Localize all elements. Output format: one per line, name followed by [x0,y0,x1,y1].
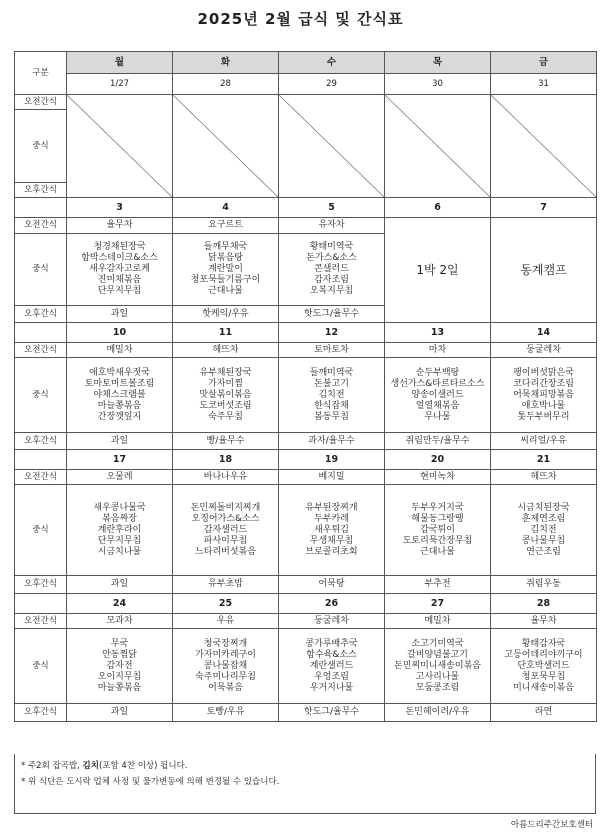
am-snack: 마차 [385,343,491,358]
pm-snack: 라면 [491,704,597,722]
menu-item: 생선가스&타르타르소스 [390,378,485,389]
empty-day [385,95,491,198]
day-number: 24 [67,594,173,614]
menu-item: 모둠콩조림 [415,682,460,693]
day-number: 4 [173,198,279,218]
blank-cell [15,450,67,470]
am-snack: 유자차 [279,218,385,234]
page-title: 2025년 2월 급식 및 간식표 [197,10,404,28]
date-header: 29 [279,74,385,95]
am-snack: 율무차 [491,614,597,629]
special-event: 1박 2일 [385,218,491,323]
menu-item: 야채스크램블 [93,389,146,400]
day-number: 10 [67,323,173,343]
menu-item: 새우감자고로케 [89,264,150,274]
menu-item: 숙주미나리무침 [195,671,256,682]
pm-snack: 쥐림우동 [491,576,597,594]
date-header: 30 [385,74,491,95]
menu-item: 우거지나물 [309,682,354,693]
lunch-menu [279,234,385,306]
center-name: 아름드리주간보호센터 [510,820,593,830]
lunch-menu [491,485,597,576]
lunch-menu [279,485,385,576]
row-label: 오후간식 [15,183,67,198]
menu-item: 어묵볶음 [208,682,243,693]
row-label: 오후간식 [15,704,67,722]
lunch-menu [67,358,173,433]
menu-item: 돈가스&소스 [306,253,357,263]
weekday-header: 월 [67,52,173,74]
special-event: 동계캠프 [491,218,597,323]
row-label: 중식 [15,485,67,576]
am-snack: 오물레 [67,470,173,485]
menu-item: 소고기미역국 [411,638,464,649]
menu-item: 가자미카레구이 [195,649,256,660]
menu-item: 돈민찌돌비지찌개 [190,502,261,513]
am-snack: 헤뜨차 [491,470,597,485]
menu-item: 오이지무침 [97,671,142,682]
row-label: 오전간식 [15,470,67,485]
menu-item: 훈제연조림 [521,513,566,524]
lunch-menu [67,485,173,576]
day-number: 17 [67,450,173,470]
pm-snack: 부추전 [385,576,491,594]
row-label: 중식 [15,358,67,433]
pm-snack: 빵/율무수 [173,433,279,450]
menu-item: 오징어가스&소스 [191,513,260,524]
pm-snack: 과일 [67,306,173,323]
pm-snack: 씨리얼/우유 [491,433,597,450]
menu-item: 들깨무채국 [203,242,248,252]
day-number: 14 [491,323,597,343]
menu-item: 숙주무침 [208,411,243,422]
menu-item: 미니새송이볶음 [513,682,574,693]
meal-table [14,51,597,722]
menu-item: 고사리나물 [415,671,460,682]
menu-item: 단무지무침 [97,286,142,296]
day-number: 3 [67,198,173,218]
pm-snack: 과일 [67,704,173,722]
am-snack: 메밀차 [67,343,173,358]
am-snack: 바나나우유 [173,470,279,485]
menu-item: 계란말이 [208,264,243,274]
menu-item: 봄동무침 [314,411,349,422]
menu-item: 팽이버섯맑은국 [513,367,574,378]
menu-item: 연근조림 [526,546,561,557]
menu-item: 무국 [110,638,129,649]
row-label: 중식 [15,629,67,704]
lunch-menu [279,358,385,433]
menu-item: 근대나물 [208,286,243,296]
row-label: 중식 [15,234,67,306]
blank-cell [15,594,67,614]
menu-item: 토마토미트볼조림 [84,378,155,389]
lunch-menu [173,234,279,306]
date-header: 28 [173,74,279,95]
lunch-menu [173,629,279,704]
row-label: 오전간식 [15,95,67,110]
menu-item: 브로콜리초회 [305,546,358,557]
pm-snack: 핫도그/율무수 [279,704,385,722]
am-snack: 베지밀 [279,470,385,485]
menu-item: 청국장찌개 [203,638,248,649]
lunch-menu [279,629,385,704]
empty-day [491,95,597,198]
row-label: 오후간식 [15,433,67,450]
day-number: 11 [173,323,279,343]
day-number: 25 [173,594,279,614]
menu-item: 황태미역국 [309,242,354,252]
day-number: 12 [279,323,385,343]
weekday-header: 목 [385,52,491,74]
am-snack: 토마토차 [279,343,385,358]
day-number: 20 [385,450,491,470]
menu-item: 콩가루배추국 [305,638,358,649]
am-snack: 우유 [173,614,279,629]
menu-item: 양송이샐러드 [411,389,464,400]
menu-item: 한식잡채 [314,400,349,411]
menu-item: 유부된장찌개 [305,502,358,513]
menu-item: 단호박샐러드 [517,660,570,671]
menu-item: 마늘쫑볶음 [97,400,142,411]
menu-item: 우엉조림 [314,671,349,682]
day-number: 27 [385,594,491,614]
pm-snack: 토빵/우유 [173,704,279,722]
menu-item: 맛살볶이볶음 [199,389,252,400]
menu-item: 두부카레 [314,513,349,524]
notes-box [14,754,596,814]
menu-item: 코다리간장조림 [513,378,574,389]
date-header: 31 [491,74,597,95]
menu-item: 고등어데리야끼구이 [504,649,583,660]
menu-item: 근대나물 [420,546,455,557]
menu-item: 무나물 [424,411,451,422]
lunch-menu [385,485,491,576]
menu-item: 두부우거지국 [411,502,464,513]
menu-item: 감국튀이 [420,524,455,535]
day-number: 13 [385,323,491,343]
menu-item: 돈민찌미니새송이볶음 [394,660,481,671]
menu-item: 느타리버섯볶음 [195,546,256,557]
menu-item: 계란샐러드 [309,660,354,671]
am-snack: 메밀차 [385,614,491,629]
menu-item: 갈비양념불고기 [407,649,468,660]
menu-item: 콩나물무침 [521,535,566,546]
menu-item: 볶음짜장 [102,513,137,524]
blank-cell [15,198,67,218]
pm-snack: 과자/율무수 [279,433,385,450]
menu-item: 애호박새우젓국 [89,367,150,378]
lunch-menu [385,358,491,433]
menu-item: 김치전 [318,389,345,400]
menu-item: 무생채무침 [309,535,354,546]
menu-item: 새우튀김 [314,524,349,535]
note-1: * 주2회 잡곡밥, 김치(포함 4찬 이상) 됩니다. [21,761,188,771]
am-snack: 현미녹차 [385,470,491,485]
am-snack: 둥굴레차 [279,614,385,629]
menu-item: 순두부백탕 [415,367,460,378]
blank-cell [15,323,67,343]
day-number: 26 [279,594,385,614]
empty-day [279,95,385,198]
menu-item: 시금치된장국 [517,502,570,513]
menu-item: 얼열채볶음 [415,400,460,411]
menu-item: 계란후라이 [97,524,142,535]
lunch-menu [385,629,491,704]
weekday-header: 화 [173,52,279,74]
menu-item: 도토리묵간장무침 [402,535,473,546]
menu-item: 콩나물잡채 [203,660,248,671]
menu-item: 청포묵무침 [521,671,566,682]
lunch-menu [67,234,173,306]
category-header: 구분 [15,52,67,95]
lunch-menu [67,629,173,704]
menu-item: 청포묵들기름구이 [190,275,261,285]
menu-item: 해물동그랑땡 [411,513,464,524]
row-label: 오후간식 [15,576,67,594]
am-snack: 헤뜨차 [173,343,279,358]
lunch-menu [491,629,597,704]
menu-item: 오복지무침 [309,286,354,296]
am-snack: 요구르트 [173,218,279,234]
menu-item: 김치전 [530,524,557,535]
pm-snack: 과일 [67,433,173,450]
menu-item: 진미채볶음 [97,275,142,285]
pm-snack: 과일 [67,576,173,594]
menu-item: 톳두부버무리 [517,411,570,422]
lunch-menu [491,358,597,433]
menu-item: 돈불고기 [314,378,349,389]
menu-item: 감자조림 [314,275,349,285]
day-number: 21 [491,450,597,470]
lunch-menu [173,485,279,576]
note-2: * 위 식단은 도시락 업체 사정 및 물가변동에 의해 변경될 수 있습니다. [21,777,280,787]
row-label: 오전간식 [15,614,67,629]
weekday-header: 금 [491,52,597,74]
menu-item: 도코버섯조림 [199,400,252,411]
row-label: 중식 [15,110,67,183]
menu-item: 애호박나물 [521,400,566,411]
menu-item: 청경채된장국 [93,242,146,252]
am-snack: 둥굴레차 [491,343,597,358]
menu-item: 들깨미역국 [309,367,354,378]
menu-item: 황태감자국 [521,638,566,649]
row-label: 오후간식 [15,306,67,323]
menu-item: 함박스테이크&소스 [81,253,158,263]
pm-snack: 핫도그/율무수 [279,306,385,323]
pm-snack: 돈민헤이려/우유 [385,704,491,722]
row-label: 오전간식 [15,343,67,358]
menu-item: 간장깻잎지 [97,411,142,422]
pm-snack: 쥐림만두/율무수 [385,433,491,450]
menu-item: 감자전 [106,660,133,671]
menu-item: 함수육&소스 [306,649,357,660]
am-snack: 모과차 [67,614,173,629]
menu-item: 파사이무침 [203,535,248,546]
menu-item: 단무지무침 [97,535,142,546]
am-snack: 율무차 [67,218,173,234]
menu-item: 시금치나물 [97,546,142,557]
menu-item: 안동찜닭 [102,649,137,660]
day-number: 19 [279,450,385,470]
pm-snack: 핫케익/우유 [173,306,279,323]
empty-day [173,95,279,198]
menu-item: 가자미찜 [208,378,243,389]
day-number: 28 [491,594,597,614]
menu-item: 새우콩나물국 [93,502,146,513]
weekday-header: 수 [279,52,385,74]
day-number: 6 [385,198,491,218]
menu-item: 마늘쫑볶음 [97,682,142,693]
menu-item: 유부채된장국 [199,367,252,378]
pm-snack: 유부초밥 [173,576,279,594]
lunch-menu [173,358,279,433]
empty-day [67,95,173,198]
menu-item: 감자샐러드 [203,524,248,535]
row-label: 오전간식 [15,218,67,234]
date-header: 1/27 [67,74,173,95]
day-number: 7 [491,198,597,218]
menu-item: 콘샐러드 [314,264,349,274]
day-number: 18 [173,450,279,470]
menu-item: 어묵채피망볶음 [513,389,574,400]
day-number: 5 [279,198,385,218]
menu-item: 닭볶음탕 [208,253,243,263]
pm-snack: 어묵탕 [279,576,385,594]
